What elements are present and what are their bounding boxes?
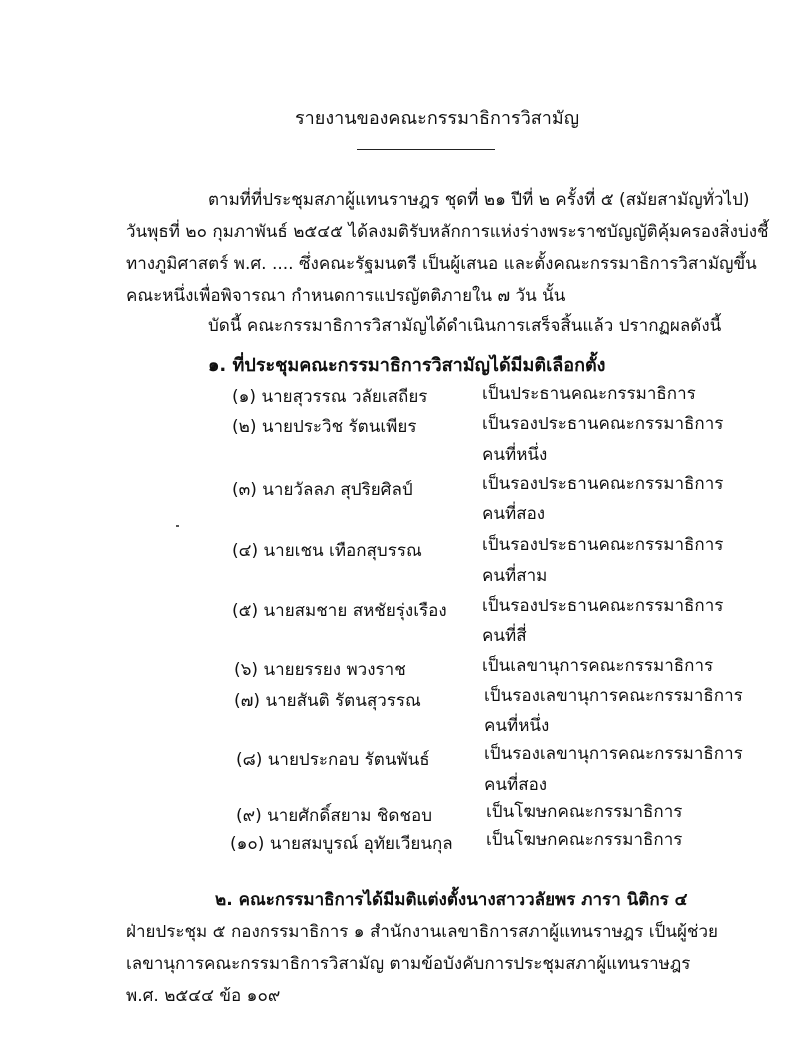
member-role: เป็นรองประธานคณะกรรมาธิการ bbox=[482, 596, 724, 616]
member-role-rank: คนที่หนึ่ง bbox=[482, 445, 548, 465]
intro-line-2: วันพุธที่ ๒๐ กุมภาพันธ์ ๒๕๔๕ ได้ลงมติรับหลักการแห่งร่างพระราชบัญญัติคุ้มครองสิ่งบ่งชี้ bbox=[126, 222, 769, 242]
section-2-line-1: ๒. คณะกรรมาธิการได้มีมติแต่งตั้งนางสาววลัยพร ภารา นิติกร ๔ bbox=[215, 890, 688, 910]
member-role: เป็นรองเลขานุการคณะกรรมาธิการ bbox=[484, 744, 743, 764]
member-name: (๕) นายสมชาย สหชัยรุ่งเรือง bbox=[232, 601, 447, 621]
member-role: เป็นโฆษกคณะกรรมาธิการ bbox=[486, 830, 683, 850]
member-name: (๑๐) นายสมบูรณ์ อุทัยเวียนกุล bbox=[230, 834, 453, 854]
member-role-rank: คนที่สอง bbox=[482, 504, 546, 524]
member-role-rank: คนที่สี่ bbox=[482, 626, 527, 646]
member-role: เป็นรองเลขานุการคณะกรรมาธิการ bbox=[484, 686, 743, 706]
member-name: (๔) นายเชน เทือกสุบรรณ bbox=[232, 541, 422, 561]
section-2-line-3: เลขานุการคณะกรรมาธิการวิสามัญ ตามข้อบังคับการประชุมสภาผู้แทนราษฎร bbox=[126, 954, 691, 974]
member-role-rank: คนที่สอง bbox=[484, 775, 548, 795]
document-title: รายงานของคณะกรรมาธิการวิสามัญ bbox=[295, 108, 580, 129]
member-role: เป็นโฆษกคณะกรรมาธิการ bbox=[486, 802, 683, 822]
section-2-line-4: พ.ศ. ๒๕๔๔ ข้อ ๑๐๙ bbox=[126, 986, 281, 1006]
member-role: เป็นเลขานุการคณะกรรมาธิการ bbox=[482, 656, 714, 676]
intro-line-3: ทางภูมิศาสตร์ พ.ศ. .... ซึ่งคณะรัฐมนตรี เป็นผู้เสนอ และตั้งคณะกรรมาธิการวิสามัญขึ้น bbox=[126, 254, 757, 274]
member-name: (๓) นายวัลลภ สุปริยศิลป์ bbox=[232, 480, 413, 500]
member-role-rank: คนที่หนึ่ง bbox=[484, 716, 550, 736]
scan-speck bbox=[176, 525, 179, 527]
member-name: (๘) นายประกอบ รัตนพันธ์ bbox=[236, 750, 430, 770]
section-2-line-2: ฝ่ายประชุม ๕ กองกรรมาธิการ ๑ สำนักงานเลขาธิการสภาผู้แทนราษฎร เป็นผู้ช่วย bbox=[126, 922, 718, 942]
member-name: (๖) นายยรรยง พวงราช bbox=[234, 660, 406, 680]
member-name: (๒) นายประวิช รัตนเพียร bbox=[232, 417, 417, 437]
member-role: เป็นประธานคณะกรรมาธิการ bbox=[482, 384, 696, 404]
member-name: (๙) นายศักดิ์สยาม ชิดชอบ bbox=[236, 806, 432, 826]
member-name: (๑) นายสุวรรณ วลัยเสถียร bbox=[232, 387, 428, 407]
member-role: เป็นรองประธานคณะกรรมาธิการ bbox=[482, 414, 724, 434]
intro-line-1: ตามที่ที่ประชุมสภาผู้แทนราษฎร ชุดที่ ๒๑ ปีที่ ๒ ครั้งที่ ๕ (สมัยสามัญทั่วไป) bbox=[208, 190, 750, 210]
member-role: เป็นรองประธานคณะกรรมาธิการ bbox=[482, 474, 724, 494]
member-name: (๗) นายสันติ รัตนสุวรรณ bbox=[234, 691, 421, 711]
section-1-heading: ๑. ที่ประชุมคณะกรรมาธิการวิสามัญได้มีมติเลือกตั้ง bbox=[208, 355, 606, 376]
member-role: เป็นรองประธานคณะกรรมาธิการ bbox=[482, 535, 724, 555]
intro-line-4: คณะหนึ่งเพื่อพิจารณา กำหนดการแปรญัตติภายใน ๗ วัน นั้น bbox=[126, 286, 566, 306]
status-line: บัดนี้ คณะกรรมาธิการวิสามัญได้ดำเนินการเสร็จสิ้นแล้ว ปรากฏผลดังนี้ bbox=[208, 316, 722, 336]
title-underline bbox=[357, 149, 495, 150]
member-role-rank: คนที่สาม bbox=[482, 566, 548, 586]
